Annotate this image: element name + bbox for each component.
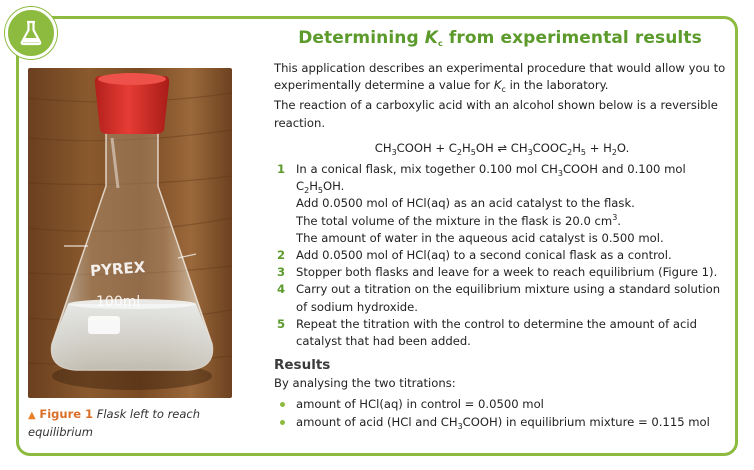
step-4: 4 Carry out a titration on the equilibrium mixture using a standard solution of sodium hydroxide.	[277, 282, 721, 314]
step-number: 4	[277, 282, 286, 297]
results-intro: By analysing the two titrations:	[274, 376, 456, 391]
step-2: 2 Add 0.0500 mol of HCl(aq) to a second conical flask as a control.	[274, 247, 730, 264]
flask-marking: 100ml	[96, 294, 141, 310]
step-number: 3	[277, 265, 286, 280]
step-number: 5	[277, 316, 286, 331]
result-item: amount of acid (HCl and $CH_3COOH$) in equilibrium mixture = 0.115 mol	[274, 414, 730, 431]
reaction-equation: $CH_3COOH + C_2H_5OH$ ⇌ $CH_3COOC_2H_5 + H_2O$.	[374, 140, 630, 157]
badge	[5, 7, 57, 59]
figure-label: Figure 1	[39, 407, 94, 421]
figure-caption	[28, 406, 238, 441]
step-1: 1 In a conical flask, mix together 0.100 mol $CH_3COOH$ and 0.100 mol $C_2H_5OH$. Add 0.0500 mol of HCl(aq) as an acid catalyst to the flask. The total volume of the mixture in the flask is 20.0 $cm^3$. The amount of water in the aqueous acid catalyst is 0.500 mol.	[277, 162, 686, 245]
intro-paragraph-1: This application describes an experimental procedure that would allow you to experimentally determine a value for $K_c$ in the laboratory.	[274, 61, 726, 95]
result-item: amount of HCl(aq) in control = 0.0500 mol	[274, 396, 730, 413]
results-list	[274, 396, 730, 431]
results-heading: Results	[274, 357, 331, 374]
intro-paragraph-2: The reaction of a carboxylic acid with an alcohol shown below is a reversible reaction.	[274, 98, 718, 130]
step-number: 1	[277, 162, 286, 177]
triangle-icon: ▲	[28, 410, 36, 421]
step-number: 2	[277, 248, 286, 263]
flask-photo	[28, 68, 232, 398]
step-3: 3 Stopper both flasks and leave for a week to reach equilibrium (Figure 1).	[274, 264, 730, 281]
step-5: 5 Repeat the titration with the control to determine the amount of acid catalyst that had been added.	[277, 316, 697, 349]
figure-caption-text: Flask left to reach equilibrium	[28, 407, 201, 439]
procedure-steps	[274, 161, 730, 350]
flask-icon	[17, 19, 45, 47]
page-title: Determining $K_c$ from experimental results	[298, 28, 702, 48]
flask-brand: PYREX	[89, 258, 146, 280]
main-text	[274, 60, 730, 432]
